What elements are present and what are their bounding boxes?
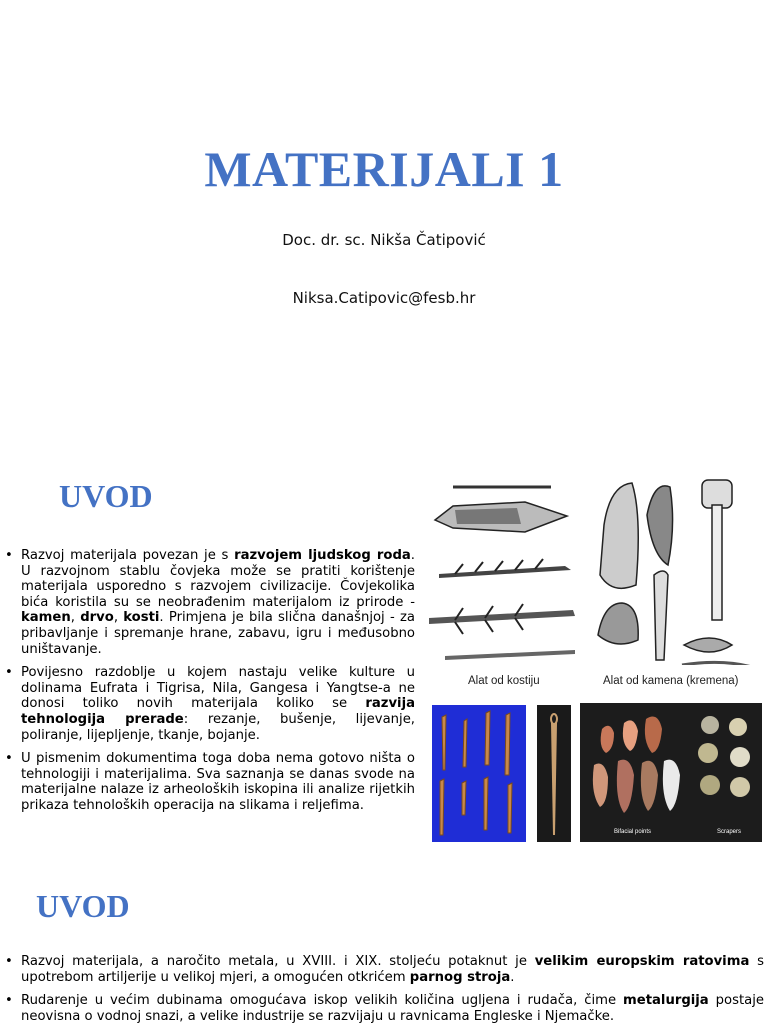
title-slide (0, 0, 768, 430)
flint-points-photo (580, 703, 762, 842)
bullet-item: • U pismenim dokumentima toga doba nema gotovo ništa o tehnologiji i materijalima. Sva saznanja se danas svode na materijalne nalaze iz arheoloških iskopina ili analize rijetkih prikaza tehnoloških operacija na slikama i reljefima. (2, 751, 415, 813)
stone-tools-image (592, 475, 762, 665)
bullet-list (2, 954, 764, 1024)
bullet-item: • Razvoj materijala povezan je s razvojem ljudskog roda. U razvojnom stablu čovjeka može se pratiti korištenje materijala usporedno s razvojem civilizacije. Čovjekolika bića koristila su se neobrađenim materijalom iz prirode - kamen, drvo, kosti. Primjena je bila slična današnjoj - za pribavljanje i spremanje hrane, zabavu, igru i međusobno uništavanje. (2, 548, 415, 657)
stone-tools-caption: Alat od kamena (kremena) (603, 675, 739, 687)
author-name: Doc. dr. sc. Nikša Čatipović (282, 231, 486, 249)
intro-slide-2 (0, 860, 768, 1024)
section-title: UVOD (36, 888, 130, 924)
bifacial-label: Bifacial points (614, 829, 652, 835)
bone-tools-caption: Alat od kostiju (468, 675, 540, 687)
scrapers-label: Scrapers (717, 829, 742, 835)
author-email: Niksa.Catipovic@fesb.hr (292, 289, 476, 307)
presentation-title: MATERIJALI 1 (204, 141, 564, 197)
bone-needle-photo (537, 705, 571, 842)
bone-points-photo (432, 705, 526, 842)
bone-tools-image (425, 478, 590, 666)
bullet-item: • Povijesno razdoblje u kojem nastaju velike kulture u dolinama Eufrata i Tigrisa, Nila, Gangesa i Yangtse-a ne donosi toliko novih materijala koliko se razvija tehnologija prerade: rezanje, bušenje, lijevanje, poliranje, lijepljenje, tkanje, bojanje. (2, 665, 415, 743)
bullet-list (2, 548, 415, 822)
bullet-item: • Rudarenje u većim dubinama omogućava iskop velikih količina ugljena i rudača, čime metalurgija postaje neovisna o vodnoj snazi, a velike industrije se razvijaju u ravnicama Engleske i Njemačke. (2, 993, 764, 1024)
section-title: UVOD (59, 478, 153, 514)
bullet-item: • Razvoj materijala, a naročito metala, u XVIII. i XIX. stoljeću potaknut je velikim europskim ratovima s upotrebom artiljerije u velikoj mjeri, a omogućen otkrićem parnog stroja. (2, 954, 764, 985)
intro-slide-1 (0, 430, 768, 860)
